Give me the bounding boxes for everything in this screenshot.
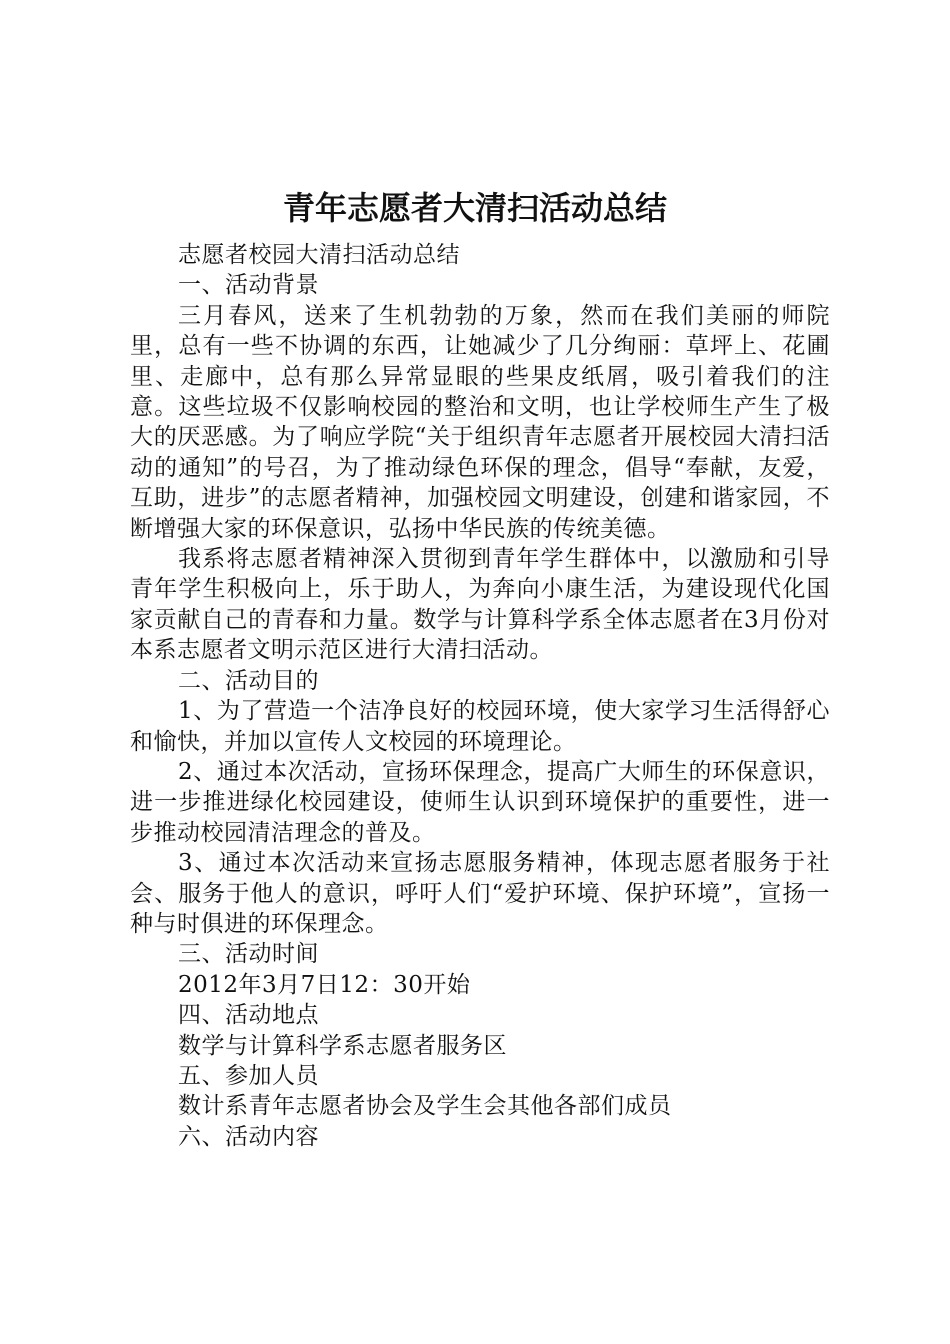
paragraph-participants: 数计系青年志愿者协会及学生会其他各部们成员: [178, 1093, 672, 1120]
document-body: [130, 240, 830, 1152]
heading-time: 三、活动时间: [178, 941, 319, 968]
paragraph-location: 数学与计算科学系志愿者服务区: [178, 1032, 507, 1059]
heading-purpose: 二、活动目的: [178, 667, 319, 694]
heading-participants: 五、参加人员: [178, 1062, 319, 1089]
paragraph-purpose-3: 3、通过本次活动来宣扬志愿服务精神，体现志愿者服务于社会、服务于他人的意识，呼吁人们“爱护环境、保护环境”，宣扬一种与时俱进的环保理念。: [130, 850, 830, 937]
paragraph-department: 我系将志愿者精神深入贯彻到青年学生群体中，以激励和引导青年学生积极向上，乐于助人，为奔向小康生活，为建设现代化国家贡献自己的青春和力量。数学与计算科学系全体志愿者在3月份对本系志愿者文明示范区进行大清扫活动。: [130, 546, 830, 664]
heading-location: 四、活动地点: [178, 1002, 319, 1029]
paragraph-purpose-1: 1、为了营造一个洁净良好的校园环境，使大家学习生活得舒心和愉快，并加以宣传人文校园的环境理论。: [130, 698, 830, 755]
heading-background: 一、活动背景: [178, 272, 319, 299]
paragraph-time: 2012年3月7日12：30开始: [178, 971, 471, 998]
paragraph-background: 三月春风，送来了生机勃勃的万象，然而在我们美丽的师院里，总有一些不协调的东西，让她减少了几分绚丽：草坪上、花圃里、走廊中，总有那么异常显眼的些果皮纸屑，吸引着我们的注意。这些垃圾不仅影响校园的整治和文明，也让学校师生产生了极大的厌恶感。为了响应学院“关于组织青年志愿者开展校园大清扫活动的通知”的号召，为了推动绿色环保的理念，倡导“奉献，友爱，互助，进步”的志愿者精神，加强校园文明建设，创建和谐家园，不断增强大家的环保意识，弘扬中华民族的传统美德。: [130, 302, 830, 542]
document-title: 青年志愿者大清扫活动总结: [282, 189, 667, 227]
paragraph-purpose-2: 2、通过本次活动，宣扬环保理念，提高广大师生的环保意识，进一步推进绿化校园建设，使师生认识到环境保护的重要性，进一步推动校园清洁理念的普及。: [130, 758, 830, 846]
paragraph-subtitle: 志愿者校园大清扫活动总结: [178, 242, 460, 268]
heading-content: 六、活动内容: [178, 1123, 319, 1150]
